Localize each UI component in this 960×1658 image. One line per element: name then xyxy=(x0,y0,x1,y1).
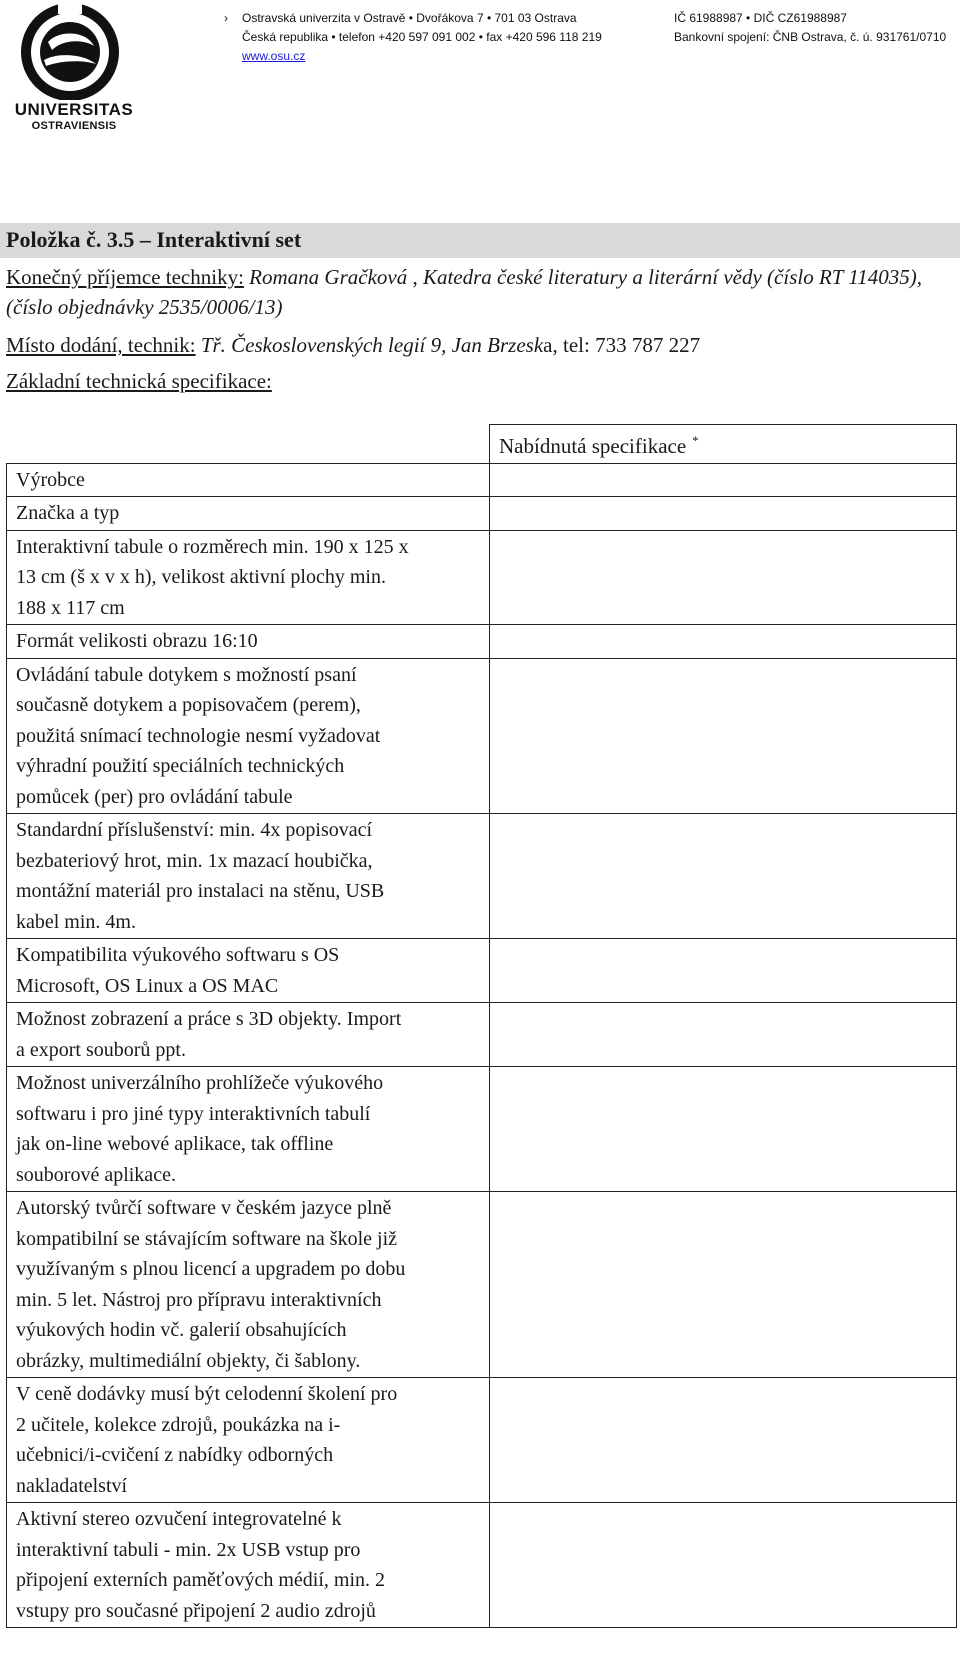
spec-requirement-cell xyxy=(7,497,490,531)
delivery-label: Místo dodání, technik: xyxy=(6,333,196,357)
table-row xyxy=(7,463,957,497)
item-title: Položka č. 3.5 – Interaktivní set xyxy=(6,227,302,252)
table-row xyxy=(7,939,957,1003)
table-row xyxy=(7,1192,957,1378)
offered-spec-cell[interactable] xyxy=(490,463,957,497)
offered-spec-cell[interactable] xyxy=(490,1503,957,1628)
spec-requirement-cell xyxy=(7,530,490,625)
delivery-address: Tř. Československých legií 9, Jan Brzesk xyxy=(195,333,544,357)
ids-line: IČ 61988987 • DIČ CZ61988987 xyxy=(674,11,847,25)
spec-requirement-cell xyxy=(7,1067,490,1192)
table-row xyxy=(7,814,957,939)
spec-requirement-cell xyxy=(7,814,490,939)
offered-spec-cell[interactable] xyxy=(490,814,957,939)
spec-requirement-text: Ovládání tabule dotykem s možností psaní současně dotykem a popisovačem (perem), použitá snímací technologie nesmí vyžadovat výhradní použití speciálních technických pomůcek (per) pro ovládání tabule xyxy=(16,663,381,808)
spec-requirement-cell xyxy=(7,939,490,1003)
item-title-bar xyxy=(0,223,960,258)
recipient-label: Konečný příjemce techniky: xyxy=(6,265,244,289)
offer-header: Nabídnutá specifikace xyxy=(499,434,687,458)
letterhead-ids xyxy=(674,9,946,47)
address-line-2: Česká republika • telefon +420 597 091 002 • fax +420 596 118 219 xyxy=(242,30,602,44)
offered-spec-cell[interactable] xyxy=(490,1067,957,1192)
spec-requirement-text: Formát velikosti obrazu 16:10 xyxy=(16,630,258,652)
spec-requirement-cell xyxy=(7,625,490,659)
table-row xyxy=(7,625,957,659)
offered-spec-cell[interactable] xyxy=(490,497,957,531)
letterhead-address xyxy=(224,9,602,66)
table-row xyxy=(7,1003,957,1067)
delivery-paragraph xyxy=(6,330,700,360)
table-row xyxy=(7,658,957,814)
offered-spec-cell[interactable] xyxy=(490,1378,957,1503)
bullet-arrow-icon: › xyxy=(224,11,228,25)
spec-requirement-text: Výrobce xyxy=(16,468,85,491)
university-emblem-icon xyxy=(8,0,133,100)
spec-table xyxy=(6,424,957,1628)
bank-line: Bankovní spojení: ČNB Ostrava, č. ú. 931761/0710 xyxy=(674,30,947,44)
offered-spec-cell[interactable] xyxy=(490,530,957,625)
spec-requirement-cell xyxy=(7,1003,490,1067)
offered-spec-cell[interactable] xyxy=(490,1192,957,1378)
spec-requirement-cell xyxy=(7,463,490,497)
spec-requirement-cell xyxy=(7,658,490,814)
recipient-value: Romana Gračková , Katedra české literatury a literární vědy (číslo RT 114035), (číslo objednávky 2535/0006/13) xyxy=(6,265,923,319)
table-header-row xyxy=(7,425,957,464)
table-row xyxy=(7,1067,957,1192)
footnote-mark: * xyxy=(692,433,699,448)
spec-requirement-text: Aktivní stereo ozvučení integrovatelné k interaktivní tabuli - min. 2x USB vstup pro připojení externích paměťových médií, min. 2 vstupy pro současné připojení 2 audio zdrojů xyxy=(16,1508,386,1622)
website-link[interactable]: www.osu.cz xyxy=(242,49,306,63)
spec-requirement-text: Standardní příslušenství: min. 4x popisovací bezbateriový hrot, min. 1x mazací houbička, montážní materiál pro instalaci na stěnu, USB kabel min. 4m. xyxy=(16,819,385,933)
address-line-1: Ostravská univerzita v Ostravě • Dvořákova 7 • 701 03 Ostrava xyxy=(242,11,577,25)
spec-requirement-cell xyxy=(7,1192,490,1378)
offered-spec-cell[interactable] xyxy=(490,625,957,659)
spec-requirement-text: V ceně dodávky musí být celodenní školení pro 2 učitele, kolekce zdrojů, poukázka na i- učebnici/i-cvičení z nabídky odborných nakladatelství xyxy=(16,1383,398,1497)
spec-requirement-cell xyxy=(7,1503,490,1628)
logo-subtitle: OSTRAVIENSIS xyxy=(31,120,117,132)
recipient-paragraph xyxy=(6,262,936,322)
spec-requirement-text: Možnost univerzálního prohlížeče výukového softwaru i pro jiné typy interaktivních tabulí jak on-line webové aplikace, tak offline souborové aplikace. xyxy=(16,1072,384,1186)
spec-requirement-text: Možnost zobrazení a práce s 3D objekty. Import a export souborů ppt. xyxy=(16,1008,402,1061)
spec-requirement-cell xyxy=(7,1378,490,1503)
logo-name: UNIVERSITAS xyxy=(14,100,134,119)
table-row xyxy=(7,1378,957,1503)
table-row xyxy=(7,1503,957,1628)
offered-spec-cell[interactable] xyxy=(490,658,957,814)
offer-header-cell xyxy=(490,425,957,464)
spec-requirement-text: Autorský tvůrčí software v českém jazyce plně kompatibilní se stávajícím software na škole již využívaným s plnou licencí a upgradem po dobu min. 5 let. Nástroj pro přípravu interaktivních výukových hodin vč. galerií obsahujících obrázky, multimediální objekty, či šablony. xyxy=(16,1197,406,1372)
table-row xyxy=(7,497,957,531)
university-logo xyxy=(8,0,133,140)
spec-heading: Základní technická specifikace: xyxy=(6,369,272,393)
offered-spec-cell[interactable] xyxy=(490,939,957,1003)
offered-spec-cell[interactable] xyxy=(490,1003,957,1067)
spec-requirement-text: Interaktivní tabule o rozměrech min. 190 x 125 x 13 cm (š x v x h), velikost aktivní plochy min. 188 x 117 cm xyxy=(16,535,409,619)
spec-requirement-text: Kompatibilita výukového softwaru s OS Microsoft, OS Linux a OS MAC xyxy=(16,944,340,997)
table-row xyxy=(7,530,957,625)
delivery-contact: a, tel: 733 787 227 xyxy=(543,333,701,357)
spec-requirement-text: Značka a typ xyxy=(16,502,120,524)
